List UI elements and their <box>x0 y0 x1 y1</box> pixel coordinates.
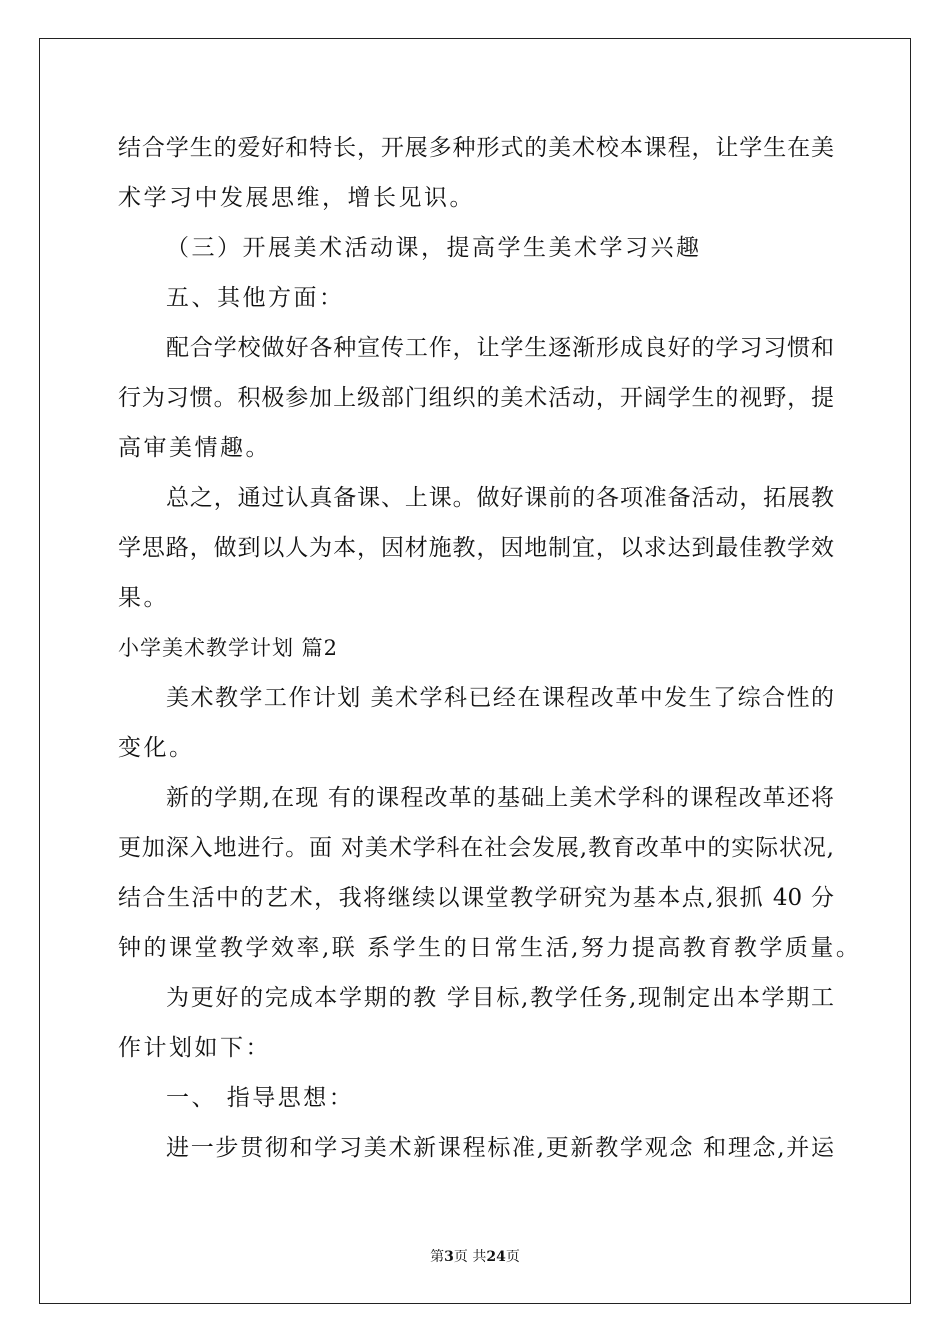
body-line: 学思路，做到以人为本，因材施教，因地制宜，以求达到最佳教学效 <box>118 535 834 561</box>
section-heading: 一、 指导思想： <box>166 1085 355 1111</box>
body-line: 为更好的完成本学期的教 学目标,教学任务,现制定出本学期工 <box>166 985 834 1011</box>
body-line: 术学习中发展思维，增长见识。 <box>118 185 475 211</box>
document-heading: 小学美术教学计划 篇2 <box>118 636 339 660</box>
body-line: 高审美情趣。 <box>118 435 271 461</box>
footer-suffix: 页 <box>505 1249 520 1265</box>
body-line: 进一步贯彻和学习美术新课程标准,更新教学观念 和理念,并运 <box>166 1135 834 1161</box>
body-line: 更加深入地进行。面 对美术学科在社会发展,教育改革中的实际状况, <box>118 835 834 861</box>
page-border <box>39 38 911 1304</box>
body-line: 配合学校做好各种宣传工作，让学生逐渐形成良好的学习习惯和 <box>166 335 834 361</box>
footer-prefix: 第 <box>430 1249 445 1265</box>
section-heading: （三）开展美术活动课，提高学生美术学习兴趣 <box>166 235 702 261</box>
body-line: 总之，通过认真备课、上课。做好课前的各项准备活动，拓展教 <box>166 485 834 511</box>
page-footer <box>0 1246 950 1266</box>
body-line: 结合生活中的艺术，我将继续以课堂教学研究为基本点,狠抓 40 分 <box>118 885 834 911</box>
footer-mid: 页 共 <box>453 1249 487 1265</box>
body-line: 行为习惯。积极参加上级部门组织的美术活动，开阔学生的视野，提 <box>118 385 834 411</box>
current-page-number: 3 <box>444 1249 454 1265</box>
body-line: 结合学生的爱好和特长，开展多种形式的美术校本课程，让学生在美 <box>118 135 834 161</box>
body-line: 美术教学工作计划 美术学科已经在课程改革中发生了综合性的 <box>166 685 834 711</box>
body-line: 果。 <box>118 585 169 611</box>
body-line: 新的学期,在现 有的课程改革的基础上美术学科的课程改革还将 <box>166 785 834 811</box>
body-line: 作计划如下： <box>118 1035 271 1061</box>
body-line: 钟的课堂教学效率,联 系学生的日常生活,努力提高教育教学质量。 <box>118 935 862 961</box>
section-heading: 五、其他方面： <box>166 285 345 311</box>
total-page-count: 24 <box>486 1249 506 1265</box>
body-line: 变化。 <box>118 735 195 761</box>
